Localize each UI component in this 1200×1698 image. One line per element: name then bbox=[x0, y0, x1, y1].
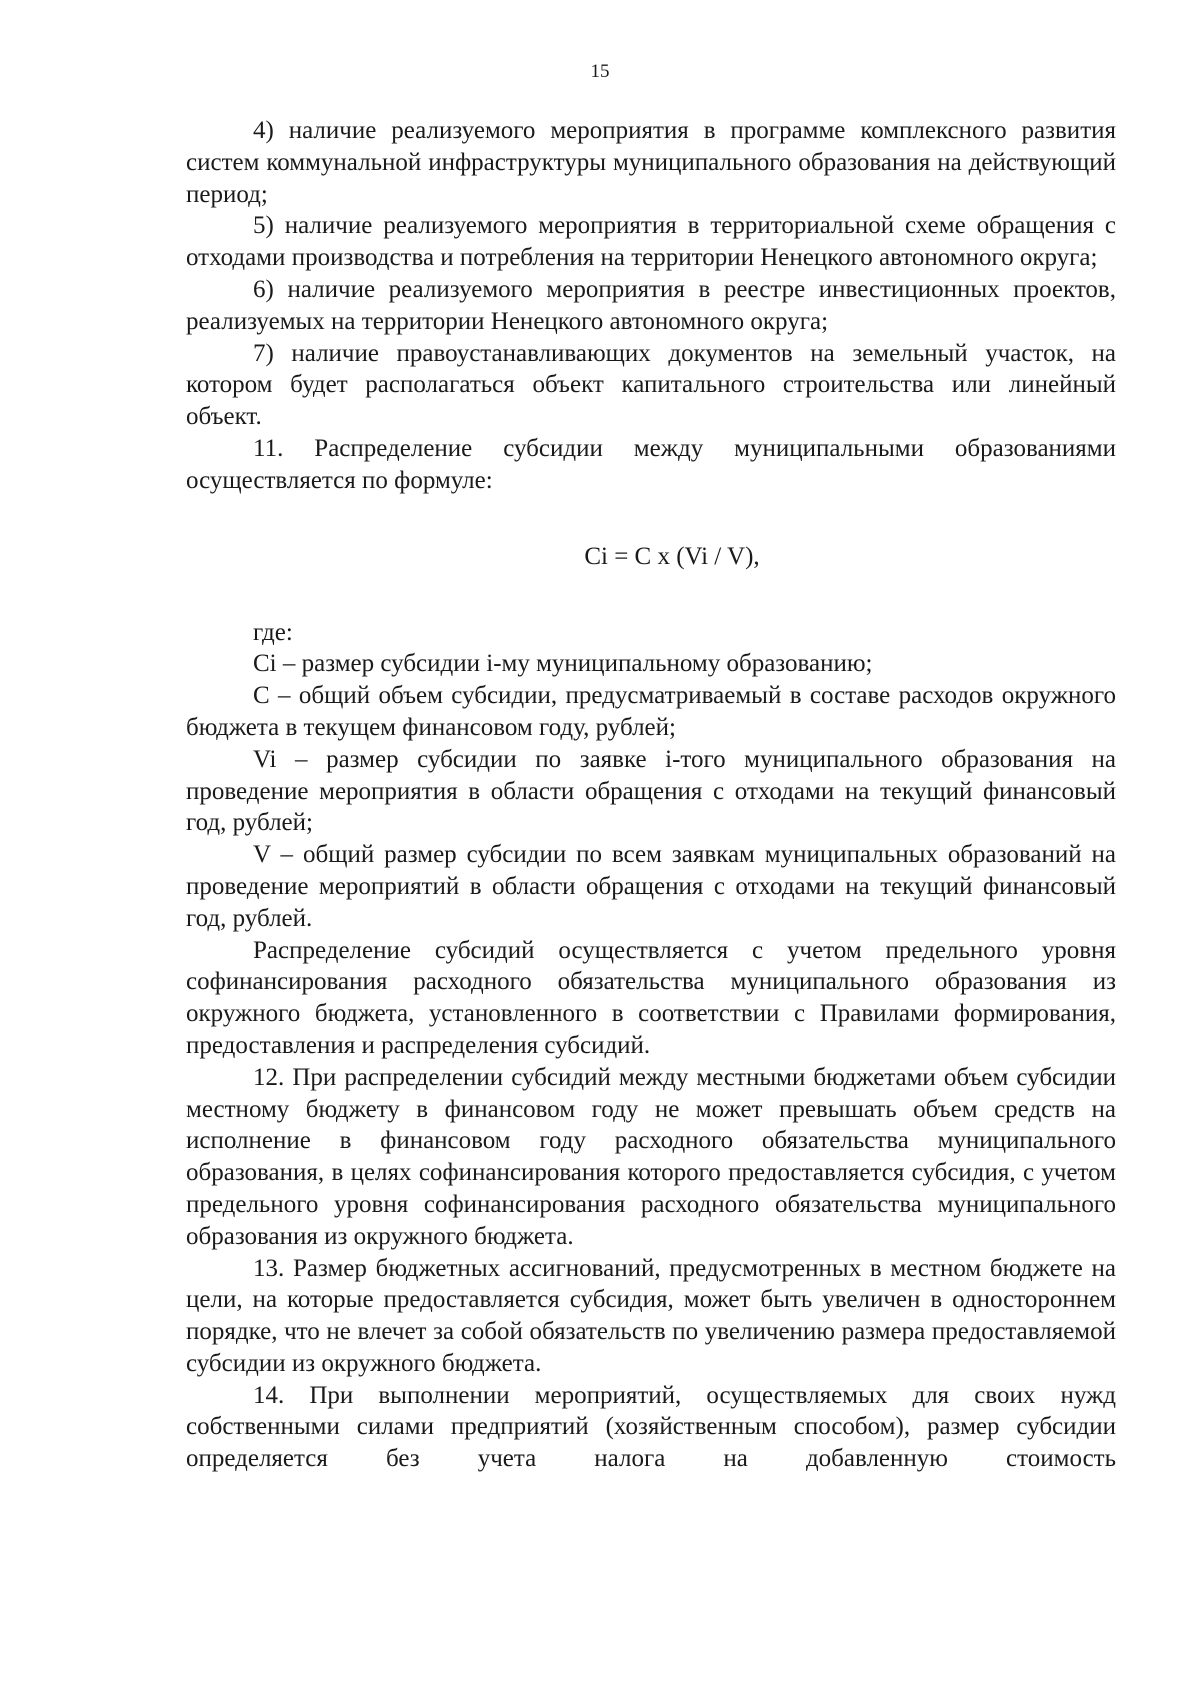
paragraph-distribution: Распределение субсидий осуществляется с учетом предельного уровня софинансирования расходного обязательства муниципального образования из окружного бюджета, установленного в соответствии с Правилами формирования, предоставления и распределения субсидий. bbox=[186, 936, 1116, 1059]
paragraph-clause-13: 13. Размер бюджетных ассигнований, предусмотренных в местном бюджете на цели, на которые предоставляется субсидия, может быть увеличен в одностороннем порядке, что не влечет за собой обязательств по увеличению размера предоставляемой субсидии из окружного бюджета. bbox=[186, 1254, 1116, 1377]
paragraph-item-4: 4) наличие реализуемого мероприятия в программе комплексного развития систем коммунальной инфраструктуры муниципального образования на действующий период; bbox=[186, 117, 1116, 208]
definition-vi: Vi – размер субсидии по заявке i-того муниципального образования на проведение мероприятия в области обращения с отходами на текущий финансовый год, рублей; bbox=[186, 745, 1116, 837]
paragraph-item-6: 6) наличие реализуемого мероприятия в реестре инвестиционных проектов, реализуемых на территории Ненецкого автономного округа; bbox=[186, 275, 1116, 335]
paragraph-item-5: 5) наличие реализуемого мероприятия в территориальной схеме обращения с отходами производства и потребления на территории Ненецкого автономного округа; bbox=[186, 212, 1116, 272]
definition-c: C – общий объем субсидии, предусматриваемый в составе расходов окружного бюджета в текущем финансовом году, рублей; bbox=[186, 682, 1116, 741]
paragraph-clause-14: 14. При выполнении мероприятий, осуществляемых для своих нужд собственными силами предприятий (хозяйственным способом), размер субсидии определяется без учета налога на добавленную стоимость bbox=[186, 1381, 1116, 1473]
paragraph-item-7: 7) наличие правоустанавливающих документов на земельный участок, на котором будет располагаться объект капитального строительства или линейный объект. bbox=[186, 339, 1116, 431]
paragraph-clause-11: 11. Распределение субсидии между муниципальными образованиями осуществляется по формуле: bbox=[186, 434, 1116, 494]
where-label: где: bbox=[253, 618, 293, 646]
definition-v: V – общий размер субсидии по всем заявкам муниципальных образований на проведение мероприятий в области обращения с отходами на текущий финансовый год, рублей. bbox=[186, 841, 1116, 932]
formula bbox=[186, 497, 1116, 617]
page-number: 15 bbox=[590, 61, 610, 82]
definition-ci: Ci – размер субсидии i-му муниципальному образованию; bbox=[253, 650, 873, 678]
document-body bbox=[186, 115, 1116, 1475]
formula-text: Ci = C x (Vi / V), bbox=[584, 542, 760, 570]
paragraph-clause-12: 12. При распределении субсидий между местными бюджетами объем субсидии местному бюджету в финансовом году не может превышать объем средств на исполнение в финансовом году расходного обязательства муниципального образования, в целях софинансирования которого предоставляется субсидия, с учетом предельного уровня софинансирования расходного обязательства муниципального образования из окружного бюджета. bbox=[186, 1063, 1116, 1250]
